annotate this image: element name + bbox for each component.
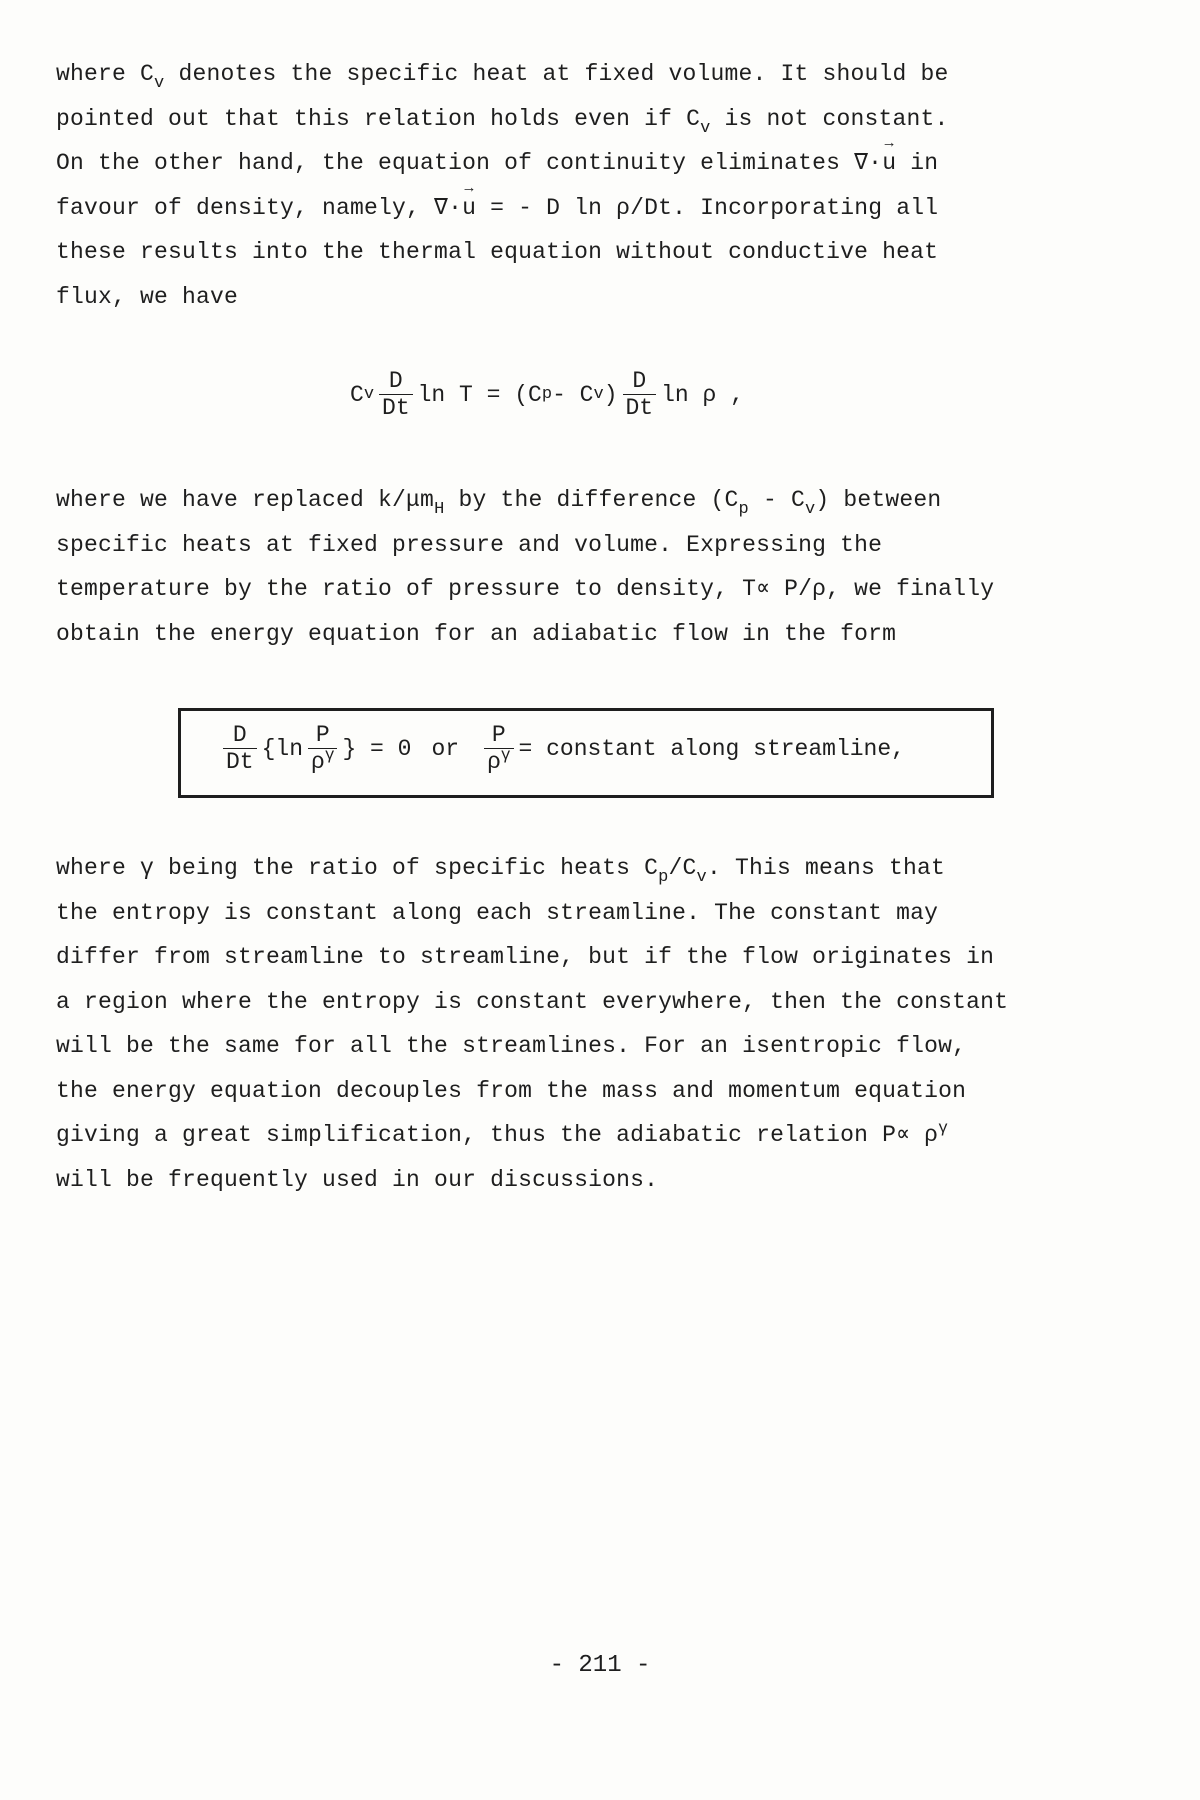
text-run: is not constant. [710,105,949,132]
text-run: pointed out that this relation holds even if C [56,105,701,132]
text-run: ) between [815,487,942,513]
numerator: P [491,722,506,748]
text-run: where we have replaced k/μm [56,487,435,513]
text-line [56,846,1056,891]
numerator: P [315,722,330,748]
paragraph-2 [56,478,1056,656]
text-line [56,52,1056,97]
equation-adiabatic [218,722,905,775]
text-run: /C [668,855,697,881]
eq-text: ln T = (C [417,381,542,408]
text-line: a region where the entropy is constant everywhere, then the constant [56,988,1009,1015]
subscript: v [700,118,711,138]
eq-text: = constant along streamline, [518,735,905,762]
fraction-p-rho-gamma [484,722,513,775]
numerator: D [632,368,647,394]
denominator [484,748,513,775]
subscript: p [658,868,669,887]
denominator: Dt [379,394,413,421]
rho: ρ [487,749,501,775]
text-run: denotes the specific heat at fixed volume. It should be [164,61,949,87]
text-run: in [896,150,939,176]
vector-u: → u [462,186,476,231]
subscript: v [804,500,816,519]
text-run: where C [56,61,155,87]
paragraph-1 [56,52,1056,319]
text-line: flux, we have [56,283,239,310]
text-line [56,478,1056,523]
subscript: H [434,500,445,519]
equation-thermal: C v $\frac{D}{Dt}$ ln T = (C p - C v ) $\frac{D}{Dt}$ ln ρ , [350,368,744,421]
numerator: D [388,368,403,394]
text-line: specific heats at fixed pressure and volume. Expressing the [56,531,883,558]
eq-text: {ln [261,735,304,762]
rho: ρ [311,749,325,775]
subscript: v [154,74,165,93]
eq-text: C [350,381,364,408]
text-line: these results into the thermal equation without conductive heat [56,239,939,265]
eq-text: or [431,735,460,762]
eq-text: } = 0 [342,735,412,762]
text-line [56,186,1056,231]
text-run: giving a great simplification, thus the adiabatic relation P∝ ρ [56,1122,939,1148]
text-line: the entropy is constant along each streamline. The constant may [56,899,939,926]
eq-text: ln ρ , [661,381,744,408]
text-line: differ from streamline to streamline, but if the flow originates in [56,944,995,970]
text-line [56,141,1056,186]
fraction-d-dt [623,368,657,421]
eq-text: - C [552,381,594,408]
text-line: will be frequently used in our discussions. [56,1166,659,1193]
denominator [308,748,337,775]
subscript: v [696,868,707,887]
text-run: where γ being the ratio of specific heats C [56,855,659,881]
superscript: γ [324,746,335,764]
text-line: obtain the energy equation for an adiabatic flow in the form [56,620,897,647]
eq-text: ) [603,381,618,408]
text-run: favour of density, namely, ∇· [56,194,463,221]
paragraph-3 [56,846,1056,1202]
page-number: - 211 - [549,1652,651,1679]
text-run: - C [748,487,805,513]
text-line [56,1113,1056,1158]
fraction-p-rho-gamma [308,722,337,775]
superscript: γ [500,746,511,764]
text-line [56,97,1056,142]
fraction-d-dt [379,368,413,421]
fraction-d-dt [223,722,257,775]
text-line: will be the same for all the streamlines. For an isentropic flow, [56,1033,967,1059]
vector-u: → u [882,141,896,186]
denominator: Dt [623,394,657,421]
text-run: by the difference (C [444,487,739,513]
numerator: D [232,722,247,748]
text-run: = - D ln ρ/Dt. Incorporating all [476,194,939,221]
text-run: . This means that [706,855,945,881]
text-run: On the other hand, the equation of continuity eliminates ∇· [56,150,883,176]
text-line: the energy equation decouples from the mass and momentum equation [56,1077,967,1104]
superscript: γ [938,1119,948,1137]
text-line: temperature by the ratio of pressure to density, T∝ P/ρ, we finally [56,576,995,602]
denominator: Dt [223,748,257,775]
subscript: p [738,500,749,519]
